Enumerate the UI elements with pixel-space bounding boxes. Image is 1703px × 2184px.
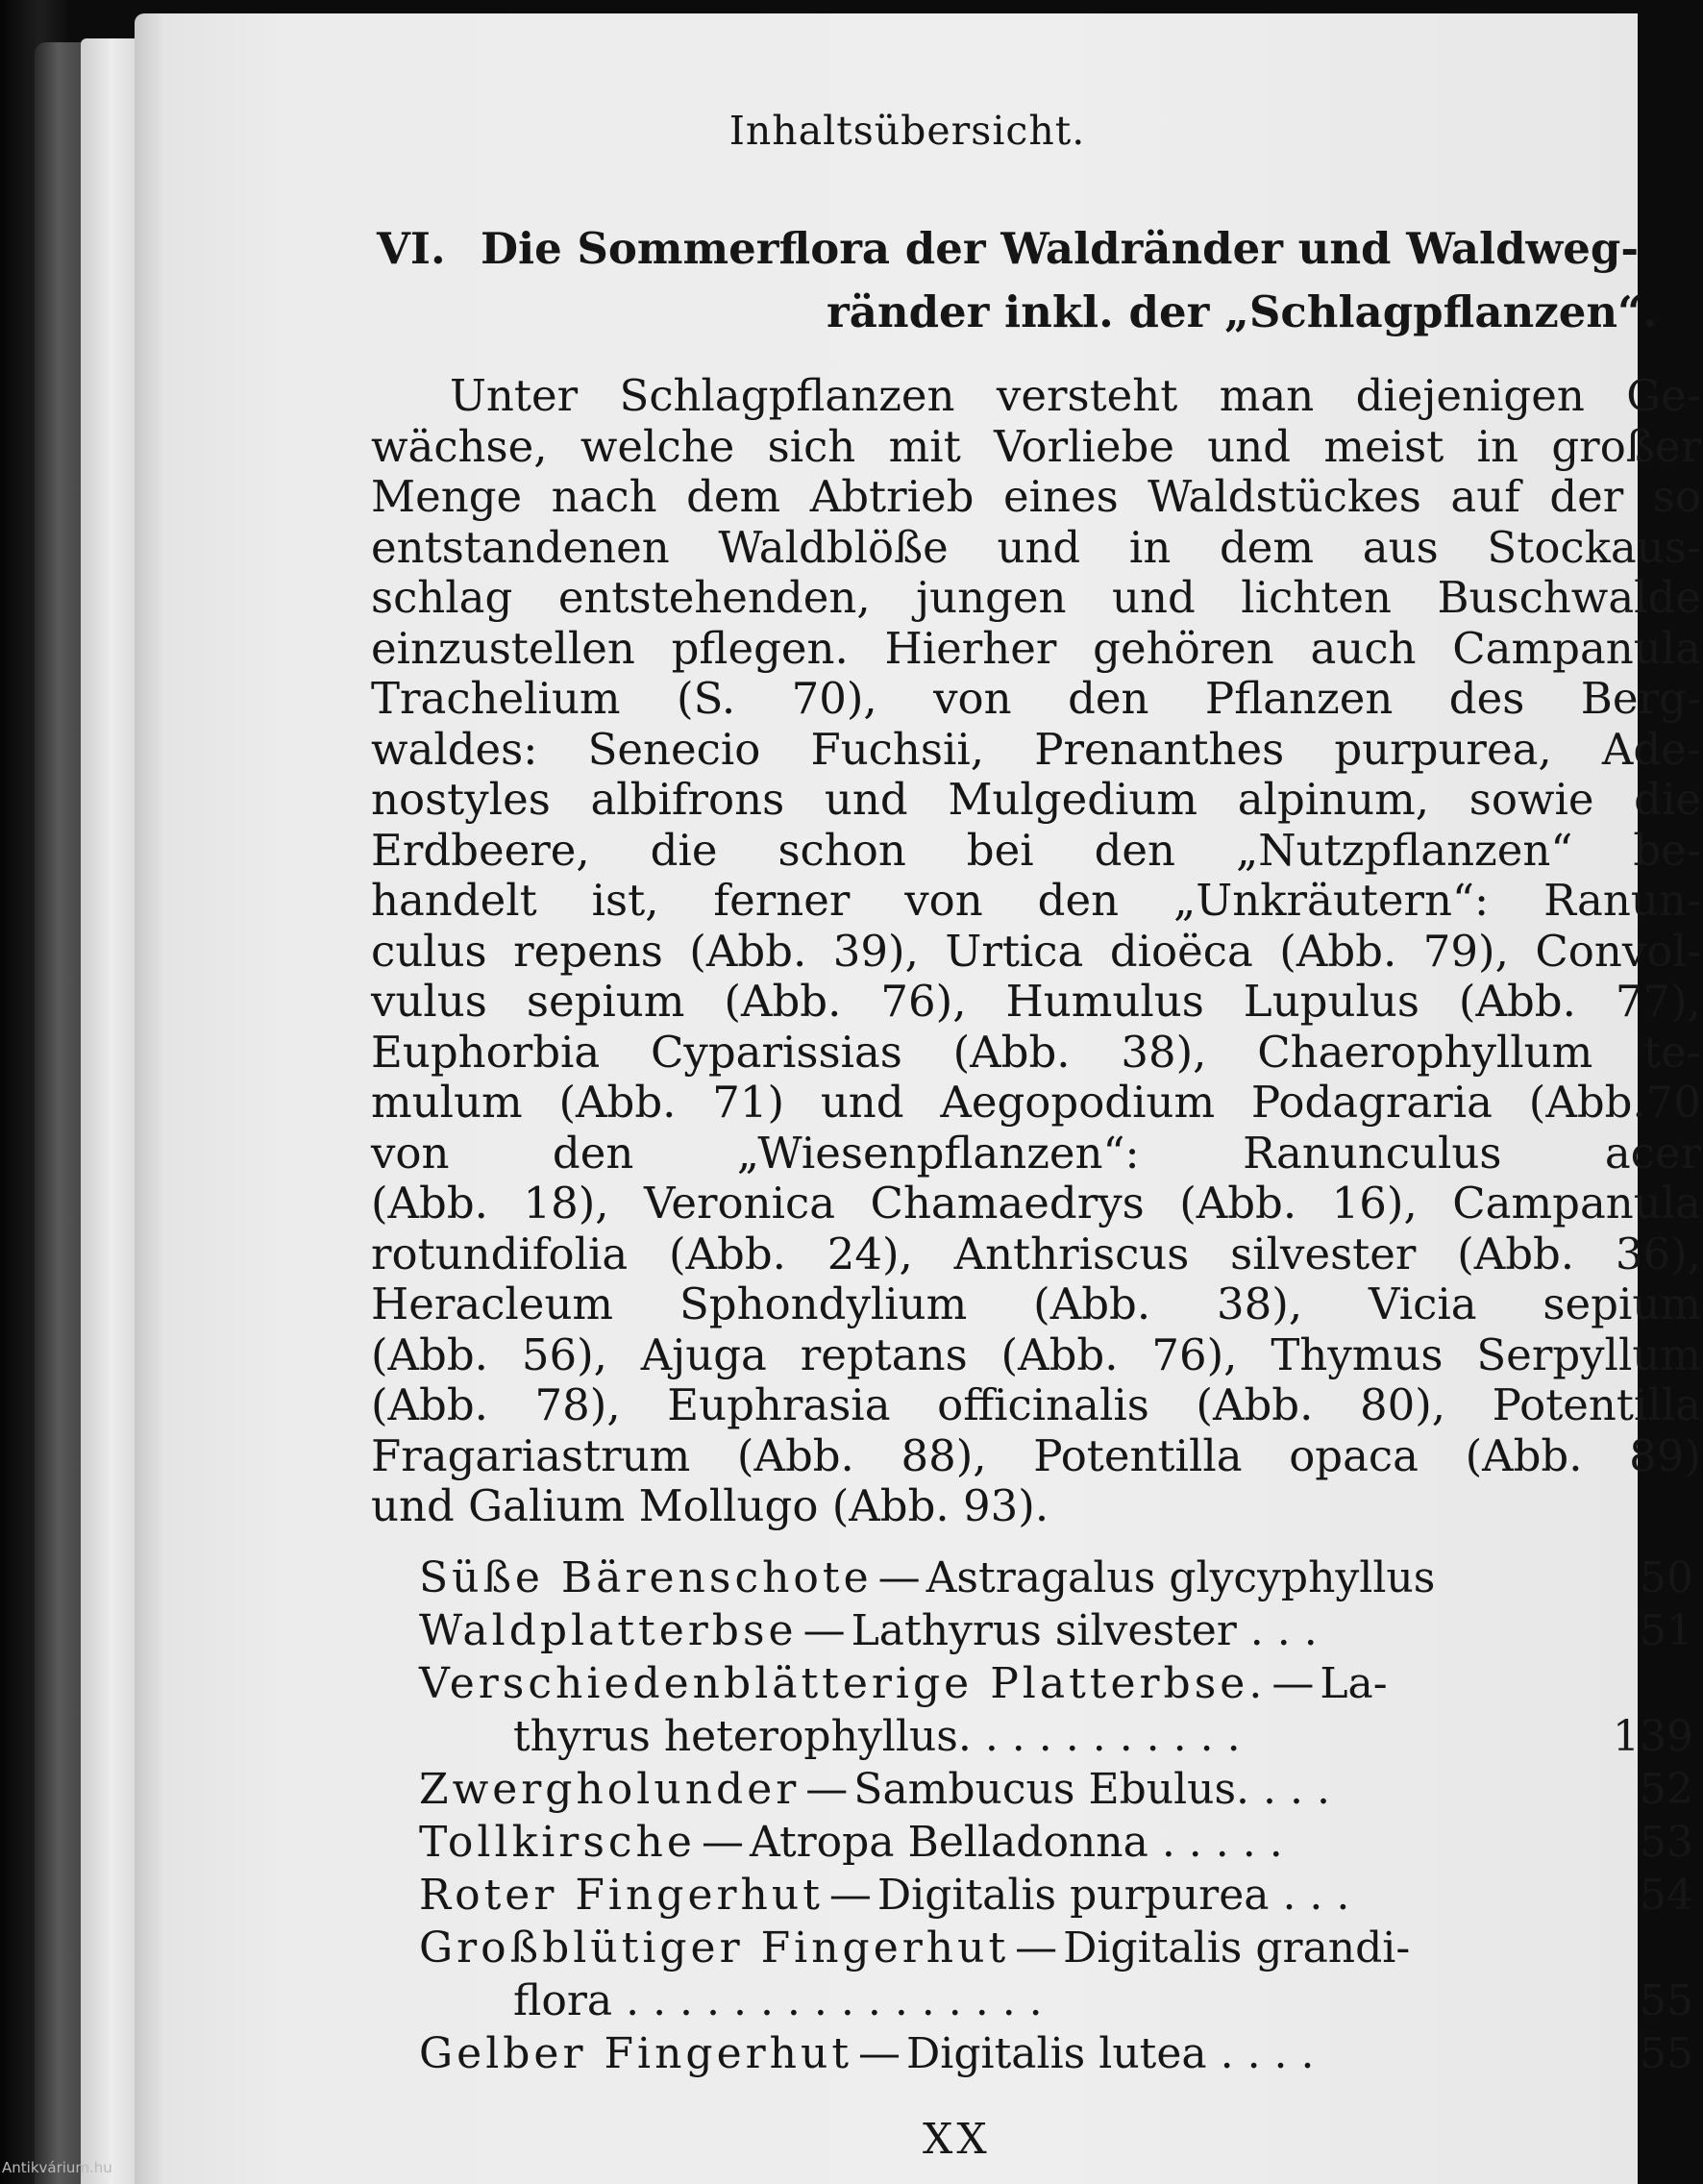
body-line: Erdbeere, die schon bei den „Nutzpflanzen“ be- xyxy=(371,824,1701,876)
body-line: waldes: Senecio Fuchsii, Prenanthes purpurea, Ade- xyxy=(371,723,1701,775)
toc-latin-name: Atropa Belladonna . . . . . xyxy=(749,1818,1283,1867)
toc-entry-text xyxy=(419,1816,1283,1869)
toc-common-name: Waldplatterbse xyxy=(419,1606,798,1655)
toc-latin-name: Digitalis purpurea . . . xyxy=(876,1871,1350,1920)
body-paragraph xyxy=(371,371,1701,1532)
toc-entry xyxy=(419,1763,1699,1816)
toc-entry xyxy=(419,1922,1699,1974)
toc-common-name: Roter Fingerhut xyxy=(419,1871,824,1920)
toc-page-number: 54 xyxy=(1640,1871,1693,1920)
toc-page-number: 51 xyxy=(1640,1606,1693,1655)
body-line: Unter Schlagpflanzen versteht man diejenigen Ge- xyxy=(450,370,1701,421)
toc-page-number: 50 xyxy=(1640,1553,1693,1602)
toc-entry xyxy=(419,1604,1699,1657)
section-title-line-2: ränder inkl. der „Schlagpflanzen“. xyxy=(827,286,1658,337)
body-line: Trachelium (S. 70), von den Pflanzen des Berg- xyxy=(371,673,1701,724)
toc-latin-name: Astragalus glycyphyllus xyxy=(926,1553,1436,1602)
toc-latin-name: Sambucus Ebulus. . . . xyxy=(853,1765,1330,1814)
toc-common-name: Zwergholunder xyxy=(419,1765,801,1814)
section-number: VI. xyxy=(377,223,446,274)
body-line: (Abb. 78), Euphrasia officinalis (Abb. 80), Potentilla xyxy=(371,1379,1701,1430)
toc-latin-name: Digitalis lutea . . . . xyxy=(906,2029,1315,2078)
toc-entry-continuation xyxy=(419,1710,1699,1763)
toc-list xyxy=(419,1551,1699,2080)
body-line: schlag entstehenden, jungen und lichten Buschwalde xyxy=(371,572,1701,623)
body-line: (Abb. 56), Ajuga reptans (Abb. 76), Thymus Serpyllum xyxy=(371,1328,1701,1380)
toc-page-number: 55 xyxy=(1640,2029,1693,2078)
toc-entry-continuation xyxy=(419,1974,1699,2027)
toc-entry xyxy=(419,1657,1699,1710)
toc-common-name: Tollkirsche xyxy=(419,1818,696,1867)
toc-page-number: 53 xyxy=(1640,1818,1693,1867)
body-line: wächse, welche sich mit Vorliebe und meist in großer xyxy=(371,420,1701,472)
body-line: Menge nach dem Abtrieb eines Waldstückes auf der so xyxy=(371,471,1701,522)
toc-entry-text xyxy=(419,1869,1349,1922)
toc-entry-text xyxy=(419,1657,1388,1710)
body-line: Heracleum Sphondylium (Abb. 38), Vicia sepium xyxy=(371,1278,1701,1329)
toc-entry xyxy=(419,1551,1699,1604)
toc-entry-text xyxy=(419,1763,1330,1816)
toc-page-number: 55 xyxy=(1640,1976,1693,2025)
toc-dash: — xyxy=(1015,1923,1058,1973)
toc-continuation-text: thyrus heterophyllus. . . . . . . . . . . xyxy=(513,1712,1241,1761)
body-line: einzustellen pflegen. Hierher gehören auch Campanula xyxy=(371,622,1701,674)
toc-entry-text xyxy=(419,2027,1315,2080)
toc-entry-text xyxy=(419,1604,1318,1657)
body-line: nostyles albifrons und Mulgedium alpinum, sowie die xyxy=(371,774,1701,825)
toc-dash: — xyxy=(805,1765,849,1814)
toc-common-name: Verschiedenblätterige Platterbse. xyxy=(419,1659,1267,1708)
toc-entry-text xyxy=(419,1551,1435,1604)
toc-entry xyxy=(419,1869,1699,1922)
toc-common-name: Gelber Fingerhut xyxy=(419,2029,853,2078)
toc-common-name: Süße Bärenschote xyxy=(419,1553,873,1602)
watermark-text: Antikvárium.hu xyxy=(2,2159,112,2176)
toc-dash: — xyxy=(858,2029,901,2078)
toc-dash: — xyxy=(1271,1659,1315,1708)
body-line: rotundifolia (Abb. 24), Anthriscus silvester (Abb. 36), xyxy=(371,1228,1701,1279)
body-line: mulum (Abb. 71) und Aegopodium Podagraria (Abb.70 xyxy=(371,1077,1701,1128)
toc-entry xyxy=(419,2027,1699,2080)
page-folio: XX xyxy=(923,2115,991,2164)
toc-dash: — xyxy=(802,1606,846,1655)
body-line: (Abb. 18), Veronica Chamaedrys (Abb. 16), Campanula xyxy=(371,1178,1701,1228)
toc-dash: — xyxy=(701,1818,744,1867)
toc-dash: — xyxy=(877,1553,921,1602)
body-line: Fragariastrum (Abb. 88), Potentilla opaca (Abb. 89) xyxy=(371,1429,1701,1481)
toc-dash: — xyxy=(828,1871,872,1920)
toc-page-number: 52 xyxy=(1640,1765,1693,1814)
toc-latin-name: La- xyxy=(1320,1659,1388,1708)
body-line: vulus sepium (Abb. 76), Humulus Lupulus (Abb. 77), xyxy=(371,976,1701,1027)
body-line: culus repens (Abb. 39), Urtica dioëca (Abb. 79), Convol- xyxy=(371,925,1701,977)
body-line: Euphorbia Cyparissias (Abb. 38), Chaerophyllum te- xyxy=(371,1026,1701,1078)
body-line: entstandenen Waldblöße und in dem aus Stockaus- xyxy=(371,521,1701,573)
toc-continuation-text: flora . . . . . . . . . . . . . . . . xyxy=(513,1976,1043,2025)
section-title-line-1: Die Sommerflora der Waldränder und Waldweg- xyxy=(481,223,1640,274)
running-head: Inhaltsübersicht. xyxy=(728,108,1086,154)
body-line: von den „Wiesenpflanzen“: Ranunculus acer xyxy=(371,1127,1701,1179)
body-line: und Galium Mollugo (Abb. 93). xyxy=(371,1480,1049,1531)
toc-page-number: 139 xyxy=(1613,1712,1693,1761)
body-line: handelt ist, ferner von den „Unkräutern“: Ranun- xyxy=(371,875,1701,926)
toc-latin-name: Lathyrus silvester . . . xyxy=(851,1606,1318,1655)
toc-latin-name: Digitalis grandi- xyxy=(1063,1923,1411,1973)
toc-entry-text xyxy=(419,1922,1410,1974)
toc-entry xyxy=(419,1816,1699,1869)
toc-common-name: Großblütiger Fingerhut xyxy=(419,1923,1010,1973)
book-page xyxy=(135,13,1701,2184)
